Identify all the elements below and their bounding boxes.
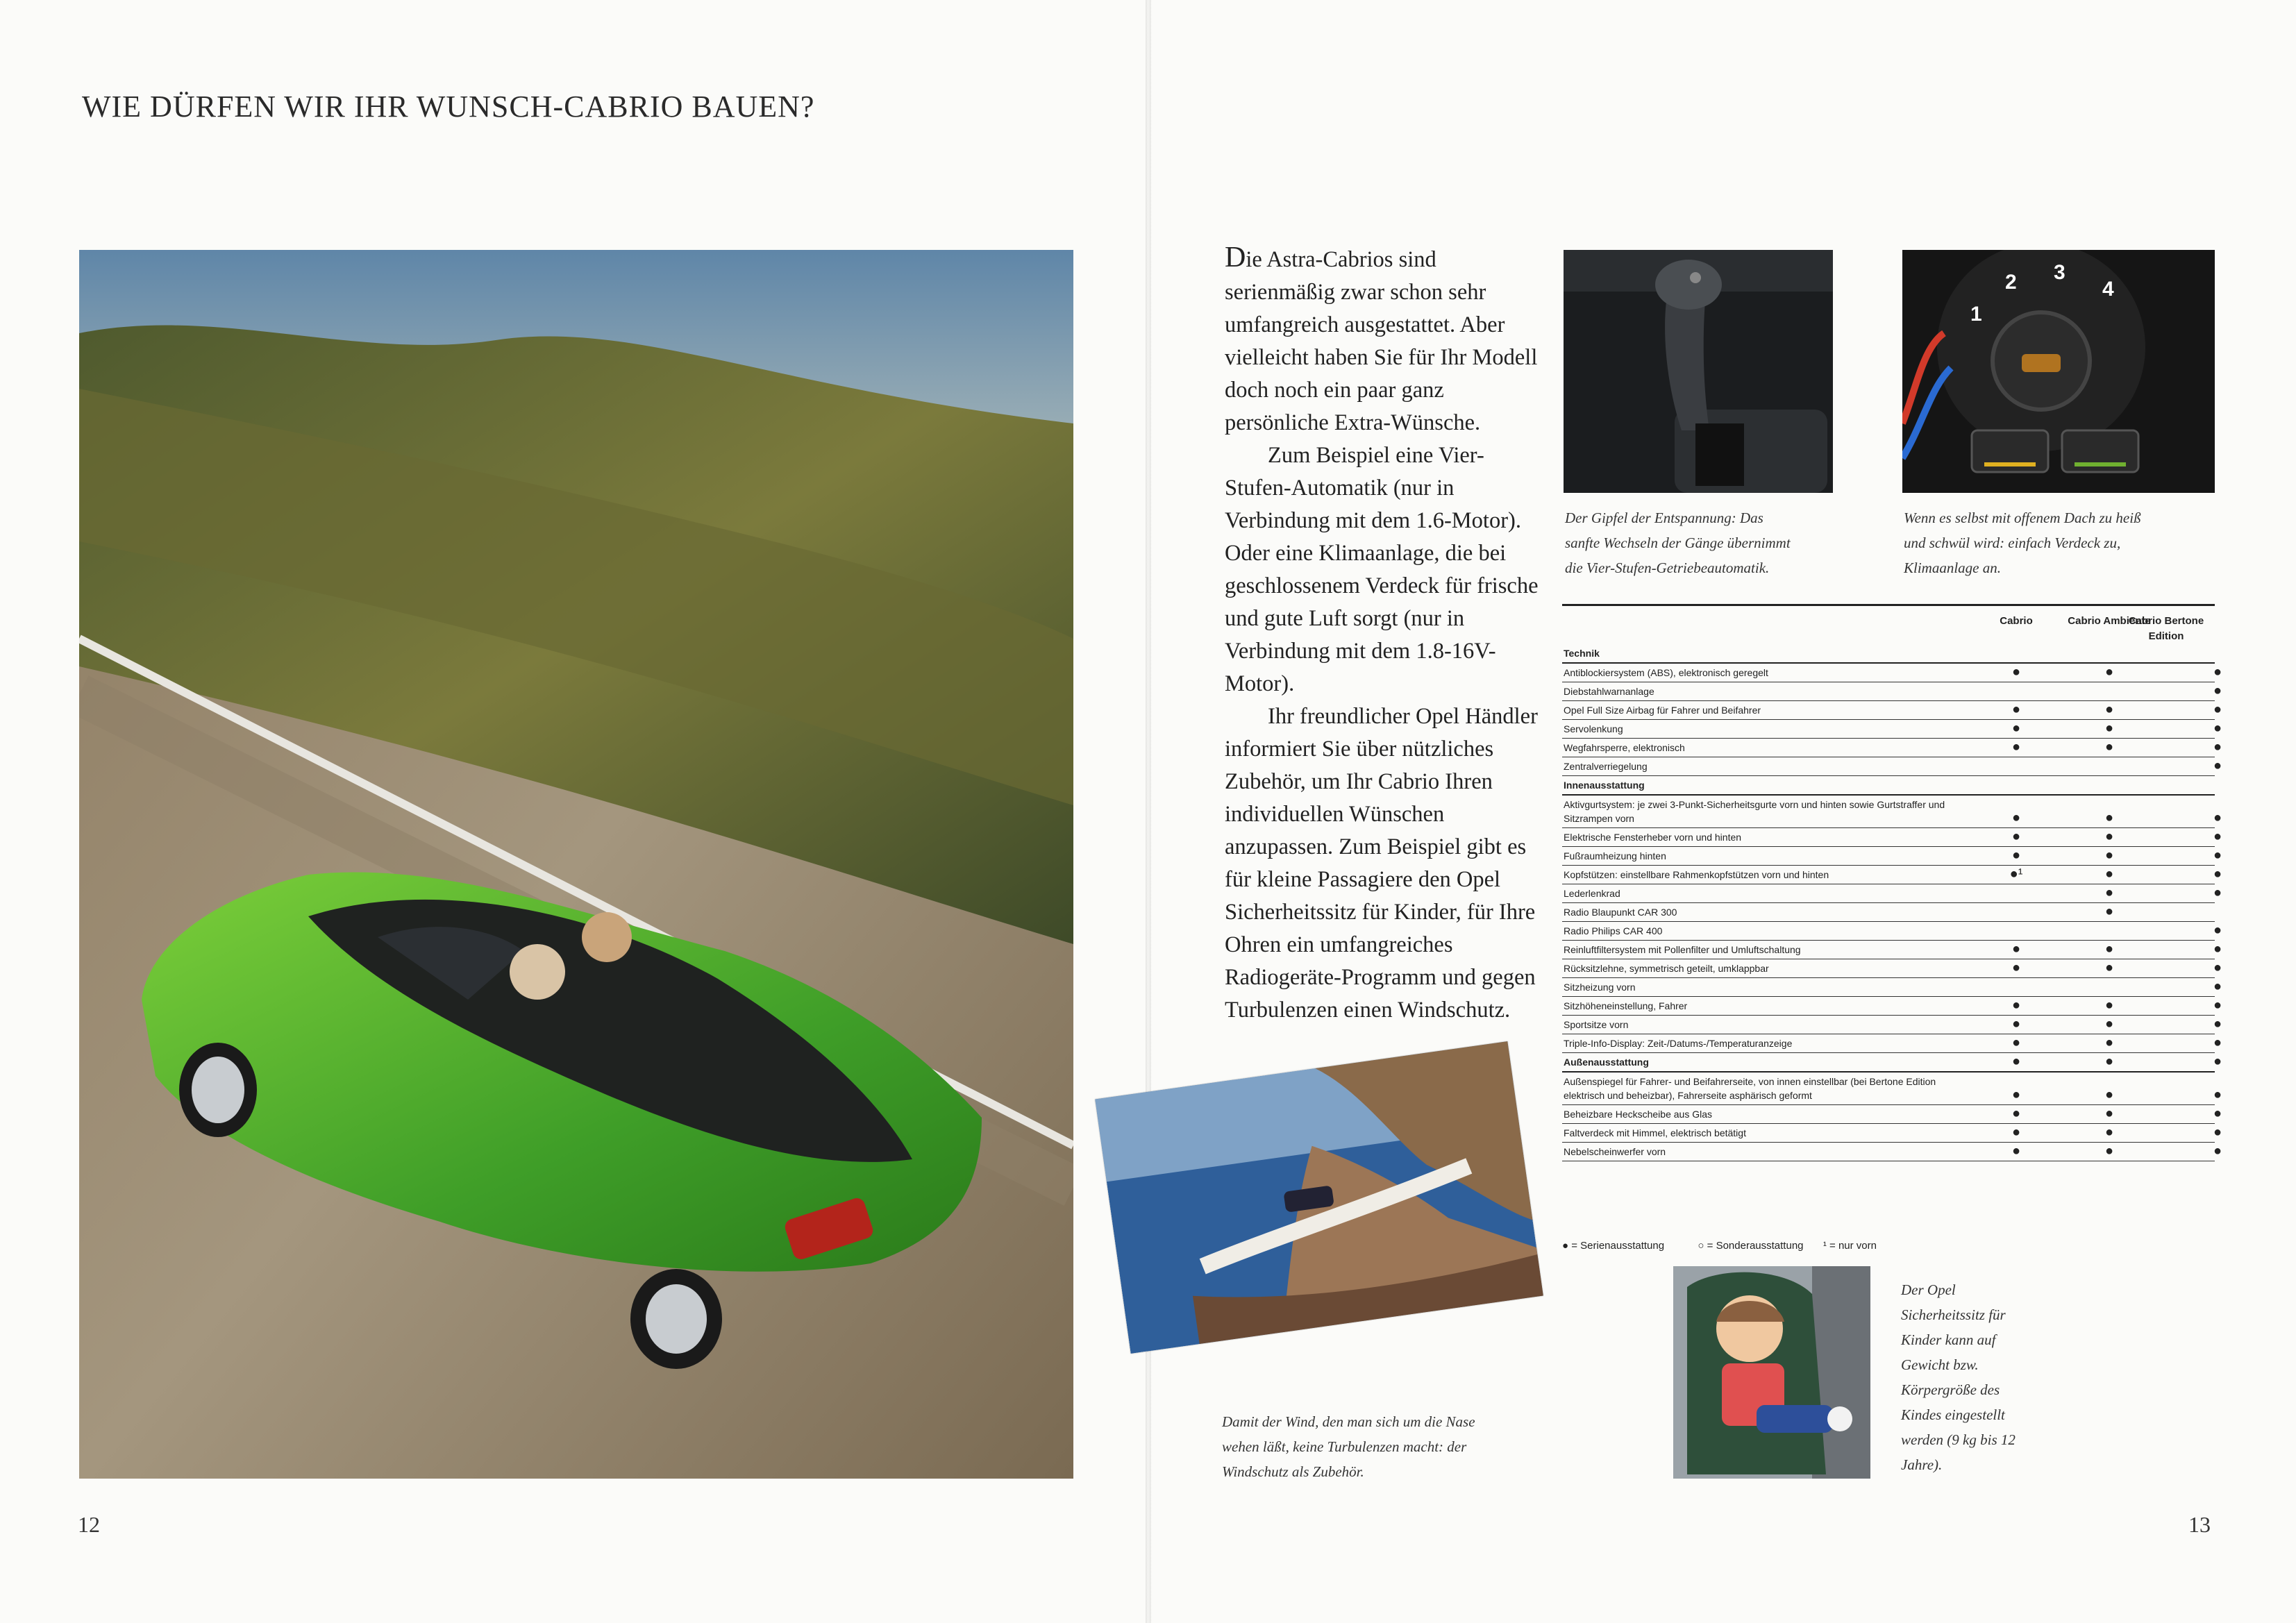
row-mark: ● — [2011, 721, 2021, 736]
child-seat-caption: Der Opel Sicherheitssitz für Kinder kann auf Gewicht bzw. Körpergröße des Kindes eingestellt werden (9 kg bis 12 Jahre). — [1901, 1281, 2016, 1473]
row-label: Fußraumheizung hinten — [1564, 850, 1666, 861]
row-mark: ● — [2104, 866, 2114, 882]
table-row — [1562, 1124, 2222, 1143]
row-mark: ● — [2213, 683, 2222, 698]
dial-label-4: 4 — [2102, 278, 2114, 301]
row-mark: ● — [2011, 960, 2021, 975]
dial-label-2: 2 — [2005, 271, 2017, 294]
row-mark: ● — [2011, 1125, 2021, 1140]
row-label: Triple-Info-Display: Zeit-/Datums-/Temperaturanzeige — [1564, 1038, 1793, 1049]
column-header-bertone: Cabrio Bertone Edition — [2128, 615, 2204, 642]
table-row — [1562, 739, 2222, 757]
body-paragraph-1-text: ie Astra-Cabrios sind serienmäßig zwar schon sehr umfangreich ausgestattet. Aber vielleicht haben Sie für Ihr Modell doch noch ein paar ganz persönliche Extra-Wünsche. — [1225, 247, 1538, 435]
row-mark: ● — [2104, 998, 2114, 1013]
row-mark: ● — [2213, 1035, 2222, 1050]
row-mark: ● — [2213, 664, 2222, 680]
cabrio-photo — [79, 250, 1073, 1479]
table-row — [1562, 941, 2222, 959]
row-label: Antiblockiersystem (ABS), elektronisch geregelt — [1564, 667, 1768, 678]
table-rows — [1562, 644, 2222, 1161]
row-mark: ● — [2104, 664, 2114, 680]
page-headline: WIE DÜRFEN WIR IHR WUNSCH-CABRIO BAUEN? — [82, 90, 815, 124]
row-label: Kopfstützen: einstellbare Rahmenkopfstützen vorn und hinten — [1564, 869, 1829, 880]
gear-shift-photo — [1564, 250, 1833, 493]
row-mark: ● — [2213, 758, 2222, 773]
row-mark: ● — [2213, 960, 2222, 975]
table-row — [1562, 1105, 2222, 1124]
climate-control-photo — [1902, 250, 2215, 493]
gear-caption: Der Gipfel der Entspannung: Das sanfte Wechseln der Gänge übernimmt die Vier-Stufen-Getriebeautomatik. — [1565, 510, 1791, 576]
row-mark: ● — [2213, 1087, 2222, 1102]
row-mark: ● — [2104, 702, 2114, 717]
body-text — [1225, 242, 1545, 1027]
row-mark: ● — [2011, 1106, 2021, 1121]
row-mark: ● — [2213, 866, 2222, 882]
row-mark: ● — [2104, 1035, 2114, 1050]
row-mark: ● — [2213, 848, 2222, 863]
row-mark: ● — [2104, 721, 2114, 736]
row-mark: ● — [2104, 848, 2114, 863]
row-mark: ● — [2011, 848, 2021, 863]
table-row — [1562, 796, 2222, 828]
row-mark: ● — [2011, 829, 2021, 844]
legend-note: ¹ = nur vorn — [1822, 1240, 1877, 1252]
row-mark: ● — [2213, 721, 2222, 736]
table-row — [1562, 959, 2222, 978]
page-gutter — [1146, 0, 1151, 1623]
row-mark: ● — [2213, 923, 2222, 938]
row-mark: ● — [2011, 1016, 2021, 1032]
row-mark: ● — [2011, 1143, 2021, 1159]
table-row — [1562, 664, 2222, 682]
table-row — [1562, 682, 2222, 701]
column-header-ambiente: Cabrio Ambiente — [2068, 615, 2151, 627]
row-label: Nebelscheinwerfer vorn — [1564, 1146, 1666, 1157]
row-mark: ● — [2213, 979, 2222, 994]
row-label: Reinluftfiltersystem mit Pollenfilter und Umluftschaltung — [1564, 944, 1801, 955]
row-label: Aktivgurtsystem: je zwei 3-Punkt-Sicherheitsgurte vorn und hinten sowie Gurtstraffer und Sitzrampen vorn — [1564, 799, 1945, 824]
row-mark: ● — [2011, 1087, 2021, 1102]
table-section-row — [1562, 644, 2215, 664]
row-label: Servolenkung — [1564, 723, 1623, 734]
table-row — [1562, 922, 2222, 941]
row-mark: ● — [2104, 810, 2114, 825]
row-label: Opel Full Size Airbag für Fahrer und Beifahrer — [1564, 705, 1761, 716]
row-mark: ● — [2104, 885, 2114, 900]
row-mark: ●¹ — [2009, 866, 2023, 882]
row-mark: ● — [2213, 998, 2222, 1013]
row-mark: ● — [2213, 702, 2222, 717]
row-mark: ● — [2104, 1125, 2114, 1140]
dial-label-1: 1 — [1970, 303, 1982, 326]
row-mark: ● — [2011, 1035, 2021, 1050]
body-paragraph-3: Ihr freundlicher Opel Händler informiert Sie über nützliches Zubehör, um Ihr Cabrio Ihren individuellen Wünschen anzupassen. Zum Beispiel gibt es für kleine Passagiere den Opel Sicherheitssitz für Kinder, für Ihre Ohren ein umfangreiches Radiogeräte-Programm und gegen Turbulenzen einen Windschutz. — [1225, 704, 1538, 1023]
table-row — [1562, 1073, 2222, 1105]
table-section-row — [1562, 776, 2215, 796]
column-header-cabrio: Cabrio — [2000, 615, 2033, 627]
row-label: Lederlenkrad — [1564, 888, 1620, 899]
table-row — [1562, 866, 2222, 884]
row-mark: ● — [2104, 829, 2114, 844]
row-mark: ● — [2213, 829, 2222, 844]
row-mark: ● — [2104, 941, 2114, 957]
table-row — [1562, 903, 2215, 922]
row-mark: ● — [2213, 1125, 2222, 1140]
table-row — [1562, 1016, 2222, 1034]
row-label: Radio Blaupunkt CAR 300 — [1564, 907, 1677, 918]
table-row — [1562, 720, 2222, 739]
table-legend — [1562, 1240, 1877, 1252]
row-label: Sitzheizung vorn — [1564, 982, 1636, 993]
row-mark: ● — [2104, 1143, 2114, 1159]
table-section-row — [1562, 1053, 2222, 1073]
row-mark: ● — [2213, 810, 2222, 825]
row-mark: ● — [2213, 1143, 2222, 1159]
row-mark: ● — [2213, 941, 2222, 957]
table-row — [1562, 1143, 2222, 1161]
row-label: Wegfahrsperre, elektronisch — [1564, 742, 1685, 753]
row-mark: ● — [2213, 739, 2222, 755]
row-mark: ● — [2011, 739, 2021, 755]
row-mark: ● — [2213, 1106, 2222, 1121]
dropcap: D — [1225, 242, 1246, 274]
row-label: Beheizbare Heckscheibe aus Glas — [1564, 1109, 1713, 1120]
legend-serien: ● = Serienausstattung — [1562, 1240, 1665, 1252]
table-row — [1562, 997, 2222, 1016]
page-number-left: 12 — [78, 1512, 100, 1537]
row-mark: ● — [2104, 1087, 2114, 1102]
page-number-right: 13 — [2188, 1512, 2211, 1537]
row-mark: ● — [2213, 1054, 2222, 1069]
row-mark: ● — [2104, 1016, 2114, 1032]
table-row — [1562, 884, 2222, 903]
row-mark: ● — [2104, 960, 2114, 975]
row-mark: ● — [2011, 1054, 2021, 1069]
row-mark: ● — [2011, 702, 2021, 717]
row-mark: ● — [2104, 1106, 2114, 1121]
row-label: Rücksitzlehne, symmetrisch geteilt, umklappbar — [1564, 963, 1769, 974]
row-mark: ● — [2213, 885, 2222, 900]
child-seat-photo — [1673, 1266, 1870, 1479]
table-row — [1562, 828, 2222, 847]
row-label: Technik — [1564, 648, 1600, 659]
row-mark: ● — [2104, 904, 2114, 919]
table-row — [1562, 757, 2222, 776]
row-label: Sitzhöheneinstellung, Fahrer — [1564, 1000, 1688, 1011]
row-label: Zentralverriegelung — [1564, 761, 1648, 772]
windschutz-caption: Damit der Wind, den man sich um die Nase wehen läßt, keine Turbulenzen macht: der Windschutz als Zubehör. — [1222, 1413, 1475, 1480]
row-label: Elektrische Fensterheber vorn und hinten — [1564, 832, 1742, 843]
table-row — [1562, 978, 2222, 997]
table-row — [1562, 847, 2222, 866]
row-mark: ● — [2213, 1016, 2222, 1032]
row-mark: ● — [2011, 664, 2021, 680]
row-label: Radio Philips CAR 400 — [1564, 925, 1663, 936]
body-paragraph-2: Zum Beispiel eine Vier-Stufen-Automatik (nur in Verbindung mit dem 1.6-Motor). Oder eine Klimaanlage, die bei geschlossenem Verdeck für frische und gute Luft sorgt (nur in Verbindung mit dem 1.8-16V-Motor). — [1225, 443, 1539, 696]
row-mark: ● — [2011, 941, 2021, 957]
row-label: Außenspiegel für Fahrer- und Beifahrerseite, von innen einstellbar (bei Bertone Edition elektrisch und beheizbar), Fahrerseite asphärisch geformt — [1564, 1076, 1936, 1101]
row-mark: ● — [2104, 739, 2114, 755]
legend-sonder: ○ = Sonderausstattung — [1698, 1240, 1804, 1252]
table-row — [1562, 701, 2222, 720]
table-row — [1562, 1034, 2222, 1053]
row-label: Faltverdeck mit Himmel, elektrisch betätigt — [1564, 1127, 1746, 1138]
row-label: Innenausstattung — [1564, 780, 1645, 791]
climate-caption: Wenn es selbst mit offenem Dach zu heiß und schwül wird: einfach Verdeck zu, Klimaanlage an. — [1904, 510, 2141, 576]
row-label: Außenausstattung — [1564, 1057, 1649, 1068]
row-mark: ● — [2011, 810, 2021, 825]
dial-label-3: 3 — [2054, 261, 2065, 284]
row-mark: ● — [2104, 1054, 2114, 1069]
row-label: Diebstahlwarnanlage — [1564, 686, 1654, 697]
row-mark: ● — [2011, 998, 2021, 1013]
row-label: Sportsitze vorn — [1564, 1019, 1629, 1030]
body-paragraph-1 — [1225, 242, 1545, 439]
table-top-rule — [1562, 604, 2215, 606]
